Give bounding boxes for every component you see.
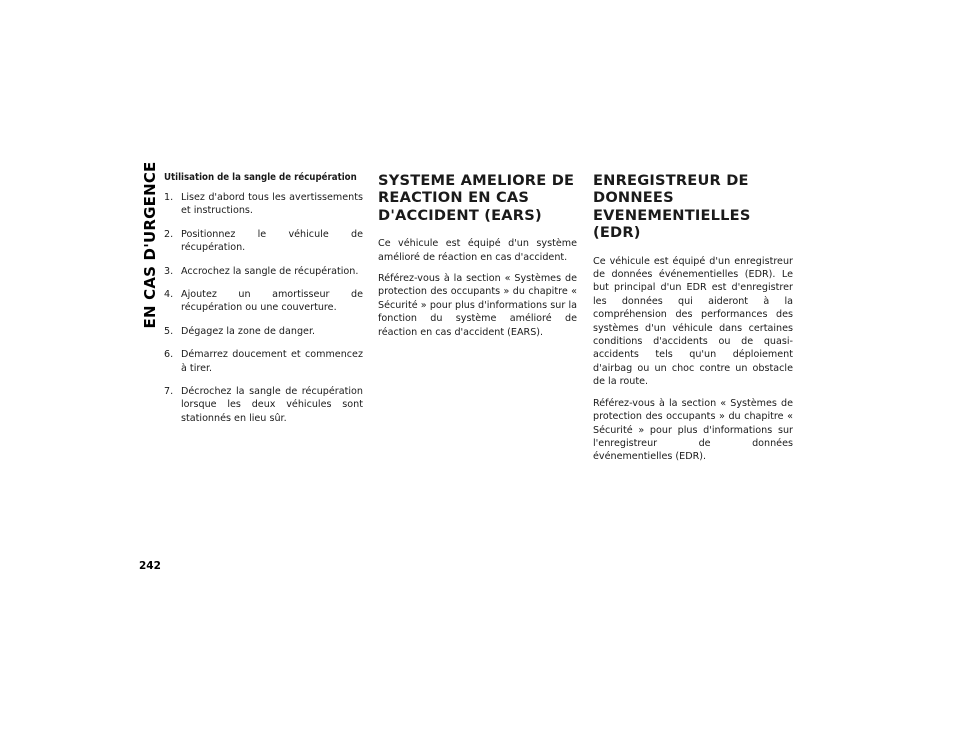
step-number: 6. bbox=[164, 349, 174, 361]
recovery-steps-list bbox=[164, 191, 363, 425]
ears-heading: SYSTEME AMELIORE DE REACTION EN CAS D'ACCIDENT (EARS) bbox=[378, 172, 575, 224]
column-edr bbox=[593, 172, 793, 472]
recovery-strap-subheading: Utilisation de la sangle de récupération bbox=[164, 172, 357, 183]
step-number: 7. bbox=[164, 386, 174, 398]
ears-paragraph: Référez-vous à la section « Systèmes de protection des occupants » du chapitre « Sécurité » pour plus d'informations sur la fonction du système amélioré de réaction en cas d'accident (EARS). bbox=[378, 273, 577, 338]
step-item bbox=[164, 191, 363, 218]
step-number: 3. bbox=[164, 265, 174, 277]
step-number: 2. bbox=[164, 228, 174, 240]
step-item bbox=[164, 228, 363, 255]
edr-paragraph: Référez-vous à la section « Systèmes de protection des occupants » du chapitre « Sécurité » pour plus d'informations sur l'enregistreur de données événementielles (EDR). bbox=[593, 397, 793, 463]
step-text: Démarrez doucement et commencez à tirer. bbox=[181, 349, 363, 374]
step-text: Positionnez le véhicule de récupération. bbox=[181, 228, 363, 254]
step-text: Dégagez la zone de danger. bbox=[181, 325, 316, 337]
step-item bbox=[164, 265, 363, 278]
column-recovery-strap bbox=[164, 172, 363, 435]
step-number: 5. bbox=[164, 325, 174, 337]
page-number: 242 bbox=[139, 560, 161, 572]
step-text: Lisez d'abord tous les avertissements et instructions. bbox=[181, 192, 363, 217]
step-text: Décrochez la sangle de récupération lorsque les deux véhicules sont stationnés en lieu sûr. bbox=[181, 386, 363, 424]
step-item bbox=[164, 325, 363, 338]
ears-paragraph: Ce véhicule est équipé d'un système amélioré de réaction en cas d'accident. bbox=[378, 238, 577, 263]
column-ears bbox=[378, 172, 577, 347]
step-item bbox=[164, 288, 363, 315]
step-text: Accrochez la sangle de récupération. bbox=[181, 265, 359, 277]
edr-paragraph: Ce véhicule est équipé d'un enregistreur de données événementielles (EDR). Le but principal d'un EDR est d'enregistrer les données qui aideront à la compréhension des performances des systèmes d'un véhicule dans certaines conditions d'accidents ou de quasi-accidents tels qu'un déploiement d'airbag ou un choc contre un obstacle de la route. bbox=[593, 255, 793, 388]
edr-heading: ENREGISTREUR DE DONNEES EVENEMENTIELLES (EDR) bbox=[593, 172, 751, 242]
step-item bbox=[164, 385, 363, 425]
step-item bbox=[164, 348, 363, 375]
section-side-tab bbox=[139, 161, 161, 329]
step-number: 4. bbox=[164, 289, 174, 301]
step-number: 1. bbox=[164, 192, 174, 203]
step-text: Ajoutez un amortisseur de récupération ou une couverture. bbox=[181, 289, 363, 314]
section-side-tab-label: EN CAS D'URGENCE bbox=[141, 161, 159, 329]
